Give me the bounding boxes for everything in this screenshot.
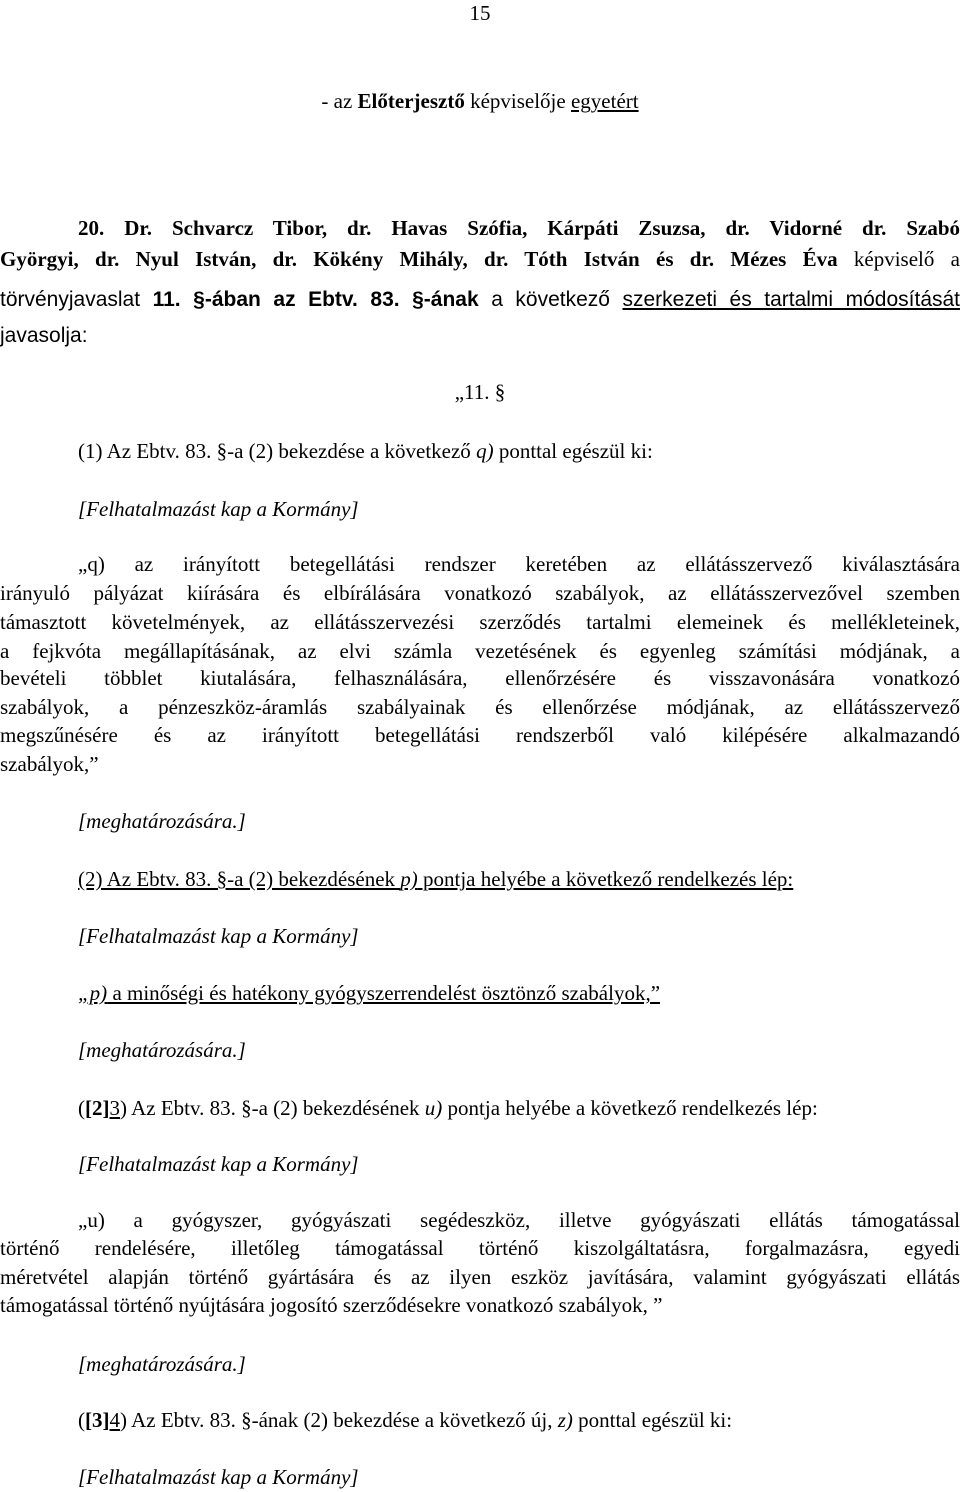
amendment-line-1: 20. Dr. Schvarcz Tibor, dr. Havas Szófia, Kárpáti Zsuzsa, dr. Vidorné dr. Szabó: [78, 216, 960, 240]
paragraph-2-point: p): [400, 867, 418, 891]
q-text-line-6: szabályok, a pénzeszköz-áramlás szabályainak és ellenőrzése módjának, az ellátásszervező: [0, 695, 960, 719]
amendment-target: 11. §-ában az Ebtv. 83. §-ának: [152, 288, 479, 311]
amendment-target-prefix: törvényjavaslat: [0, 288, 153, 311]
q-text-line-3: támasztott követelmények, az ellátásszervezési szerződés tartalmi elemeinek és mellékleteinek,: [0, 610, 960, 634]
section-title: „11. §: [454, 380, 506, 404]
paragraph-4-open: (: [78, 1408, 85, 1432]
paragraph-1-tail: ponttal egészül ki:: [493, 439, 653, 463]
paragraph-1: [78, 438, 960, 464]
paragraph-1-text: (1) Az Ebtv. 83. §-a (2) bekezdése a következő: [78, 439, 477, 463]
u-text-line-4: támogatással történő nyújtására jogosító szerződésekre vonatkozó szabályok, ”: [0, 1293, 663, 1317]
paragraph-4-text: ) Az Ebtv. 83. §-ának (2) bekezdése a következő új,: [120, 1408, 558, 1432]
authorization-note-1: [Felhatalmazást kap a Kormány]: [78, 497, 359, 521]
q-text-line-7: megszűnésére és az irányított betegellátási rendszerből való kilépésére alkalmazandó: [0, 723, 960, 747]
determination-note-1: [meghatározására.]: [78, 809, 246, 833]
paragraph-3-open: (: [78, 1096, 85, 1120]
paragraph-2-text: (2) Az Ebtv. 83. §-a (2) bekezdésének: [78, 867, 401, 891]
paragraph-4-point: z): [557, 1408, 573, 1432]
paragraph-3-tail: pontja helyébe a következő rendelkezés lép:: [442, 1096, 818, 1120]
paragraph-3: [78, 1095, 960, 1121]
determination-note-3: [meghatározására.]: [78, 1352, 246, 1376]
amendment-target-type: szerkezeti és tartalmi módosítását: [622, 288, 960, 311]
amendment-authors: Györgyi, dr. Nyul István, dr. Kökény Mihály, dr. Tóth István és dr. Mézes Éva: [0, 247, 838, 271]
amendment-line-4: javasolja:: [0, 324, 88, 347]
q-text-line-8: szabályok,”: [0, 752, 99, 776]
paragraph-3-old-number: [2]: [85, 1096, 110, 1120]
paragraph-3-point: u): [424, 1096, 443, 1120]
authorization-note-3: [Felhatalmazást kap a Kormány]: [78, 1152, 359, 1176]
paragraph-4-new-number: 4: [109, 1408, 120, 1432]
q-text-line-1: „q) az irányított betegellátási rendszer keretében az ellátásszervező kiválasztására: [78, 552, 960, 576]
vote-who: Előterjesztő: [357, 89, 465, 113]
q-text-line-2: irányuló pályázat kiírására és elbírálására vonatkozó szabályok, az ellátásszervezővel szemben: [0, 581, 960, 605]
amendment-target-mid: a következő: [478, 288, 623, 311]
paragraph-2: [78, 866, 960, 892]
vote-verdict: egyetért: [570, 89, 639, 113]
u-text-line-1: „u) a gyógyszer, gyógyászati segédeszköz, illetve gyógyászati ellátás támogatással: [78, 1208, 960, 1232]
q-text-line-5: bevételi többlet kiutalására, felhasználására, ellenőrzésére és visszavonására vonatkozó: [0, 666, 960, 690]
p-text-line: [78, 980, 960, 1006]
p-text-point: „p): [78, 981, 108, 1005]
q-text-line-4: a fejkvóta megállapításának, az elvi számla vezetésének és egyenleg számítási módjának, a: [0, 639, 960, 663]
paragraph-1-point: q): [476, 439, 494, 463]
amendment-role: képviselő a: [837, 247, 960, 271]
paragraph-3-new-number: 3: [109, 1096, 120, 1120]
u-text-line-2: történő rendelésére, illetőleg támogatással történő kiszolgáltatásra, forgalmazásra, egyedi: [0, 1236, 960, 1260]
vote-mid: képviselője: [464, 89, 571, 113]
paragraph-4-tail: ponttal egészül ki:: [572, 1408, 733, 1432]
p-text-body: a minőségi és hatékony gyógyszerrendelést ösztönző szabályok,”: [107, 981, 661, 1005]
u-text-line-3: méretvétel alapján történő gyártására és az ilyen eszköz javítására, valamint gyógyászati ellátás: [0, 1265, 960, 1289]
page-number: 15: [469, 1, 491, 25]
authorization-note-4: [Felhatalmazást kap a Kormány]: [78, 1465, 359, 1489]
amendment-line-2: [0, 246, 960, 272]
paragraph-4: [78, 1407, 960, 1433]
determination-note-2: [meghatározására.]: [78, 1038, 246, 1062]
authorization-note-2: [Felhatalmazást kap a Kormány]: [78, 924, 359, 948]
vote-prefix: - az: [321, 89, 358, 113]
paragraph-4-old-number: [3]: [85, 1408, 110, 1432]
vote-line: [0, 88, 960, 114]
paragraph-3-text: ) Az Ebtv. 83. §-a (2) bekezdésének: [120, 1096, 425, 1120]
amendment-line-3: [0, 287, 960, 313]
paragraph-2-tail: pontja helyébe a következő rendelkezés lép:: [417, 867, 794, 891]
